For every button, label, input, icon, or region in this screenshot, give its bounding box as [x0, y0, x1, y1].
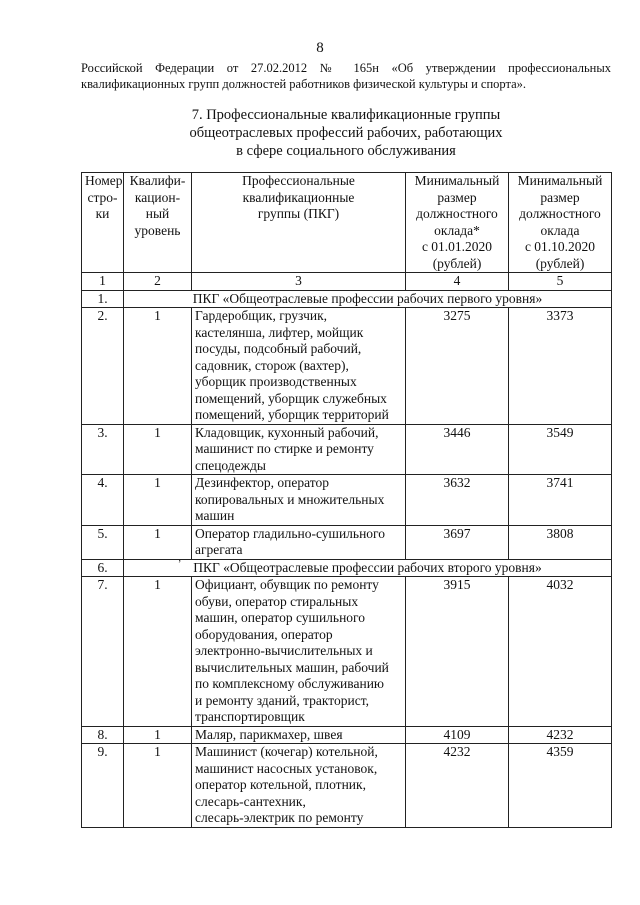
profession-line: помещений, уборщик территорий — [195, 407, 389, 422]
qualification-level: 1 — [124, 577, 192, 727]
min-salary-2020-01: 4109 — [406, 726, 509, 744]
profession-line: слесарь-сантехник, — [195, 793, 306, 809]
min-salary-2020-10: 4232 — [509, 726, 612, 744]
min-salary-2020-10: 3549 — [509, 424, 612, 475]
min-salary-2020-01: 3446 — [406, 424, 509, 475]
table-row — [82, 475, 612, 526]
profession-line: электронно-вычислительных и — [195, 643, 373, 658]
profession-line: слесарь-электрик по ремонту — [195, 810, 364, 825]
profession-line: по комплексному обслуживанию — [195, 676, 385, 691]
profession-line: машинист насосных установок, — [195, 760, 378, 776]
qualification-level: 1 — [124, 424, 192, 475]
profession-line: вычислительных машин, рабочий — [195, 659, 389, 675]
table-row — [82, 308, 612, 425]
profession-line: копировальных и множительных — [195, 491, 385, 507]
header-min-salary-2020-10: Минимальный размер должностного оклада с 01.10.2020 (рублей) — [509, 173, 612, 273]
profession-line: машинист по стирке и ремонту — [195, 441, 374, 456]
header-row-number: Номер стро- ки — [82, 173, 124, 273]
section-heading — [81, 106, 611, 160]
stray-mark: ‚ — [178, 553, 182, 564]
table-row — [82, 726, 612, 744]
qualification-level: 1 — [124, 475, 192, 526]
profession-line: оборудования, оператор — [195, 626, 333, 642]
min-salary-2020-01: 3275 — [406, 308, 509, 425]
min-salary-2020-10: 3741 — [509, 475, 612, 526]
table-row — [82, 525, 612, 559]
intro-line-1: Российской Федерации от 27.02.2012 № 165н «Об утверждении профессиональных — [81, 61, 611, 75]
qualification-level: 1 — [124, 308, 192, 425]
profession-line: Дезинфектор, оператор — [195, 475, 329, 490]
qualification-level: 1 — [124, 525, 192, 559]
min-salary-2020-01: 3632 — [406, 475, 509, 526]
min-salary-2020-01: 3697 — [406, 525, 509, 559]
profession-line: Гардеробщик, грузчик, — [195, 308, 328, 323]
column-number: 4 — [406, 273, 509, 291]
header-min-salary-2020-01: Минимальный размер должностного оклада* с 01.01.2020 (рублей) — [406, 173, 509, 273]
profession-names — [192, 475, 406, 526]
profession-names — [192, 726, 406, 744]
profession-line: посуды, подсобный рабочий, — [195, 341, 362, 356]
section-heading-line-2: общеотраслевых профессий рабочих, работающих — [189, 125, 503, 141]
column-number: 1 — [82, 273, 124, 291]
group-row — [82, 559, 612, 577]
group-title: ПКГ «Общеотраслевые профессии рабочих второго уровня» — [124, 559, 612, 577]
column-number: 2 — [124, 273, 192, 291]
profession-names — [192, 424, 406, 475]
header-professional-groups: Профессиональные квалификационные группы (ПКГ) — [192, 173, 406, 273]
profession-line: Маляр, парикмахер, швея — [195, 726, 343, 742]
table-row — [82, 424, 612, 475]
group-title: ПКГ «Общеотраслевые профессии рабочих первого уровня» — [124, 290, 612, 308]
row-number: 8. — [82, 726, 124, 744]
profession-line: Кладовщик, кухонный рабочий, — [195, 424, 379, 440]
profession-line: спецодежды — [195, 457, 266, 473]
profession-line: кастелянша, лифтер, мойщик — [195, 324, 364, 340]
profession-line: садовник, сторож (вахтер), — [195, 357, 349, 373]
row-number: 5. — [82, 525, 124, 559]
profession-line: агрегата — [195, 542, 243, 557]
group-row — [82, 290, 612, 308]
min-salary-2020-10: 3373 — [509, 308, 612, 425]
min-salary-2020-10: 4359 — [509, 744, 612, 828]
profession-line: машин, оператор сушильного — [195, 610, 365, 625]
profession-names — [192, 525, 406, 559]
table-row — [82, 577, 612, 727]
profession-names — [192, 744, 406, 828]
min-salary-2020-01: 3915 — [406, 577, 509, 727]
profession-names — [192, 308, 406, 425]
profession-line: уборщик производственных — [195, 374, 357, 389]
qualification-level: 1 — [124, 744, 192, 828]
profession-line: транспортировщик — [195, 709, 305, 724]
profession-line: машин — [195, 508, 235, 523]
row-number: 1. — [82, 290, 124, 308]
profession-names — [192, 577, 406, 727]
profession-line: обуви, оператор стиральных — [195, 593, 359, 609]
column-number: 3 — [192, 273, 406, 291]
profession-line: оператор котельной, плотник, — [195, 777, 366, 792]
table-row — [82, 744, 612, 828]
column-number: 5 — [509, 273, 612, 291]
header-qualification-level: Квалифи- кацион- ный уровень — [124, 173, 192, 273]
profession-line: и ремонту зданий, тракторист, — [195, 692, 369, 708]
qualification-level: 1 — [124, 726, 192, 744]
profession-line: Машинист (кочегар) котельной, — [195, 744, 378, 759]
min-salary-2020-10: 4032 — [509, 577, 612, 727]
row-number: 9. — [82, 744, 124, 828]
row-number: 7. — [82, 577, 124, 727]
row-number: 6. — [82, 559, 124, 577]
row-number: 4. — [82, 475, 124, 526]
row-number: 2. — [82, 308, 124, 425]
column-number-row — [82, 273, 612, 291]
section-heading-line-3: в сфере социального обслуживания — [236, 143, 456, 159]
header-row — [82, 173, 612, 273]
intro-line-2: квалификационных групп должностей работников физической культуры и спорта». — [81, 77, 527, 91]
section-heading-line-1: 7. Профессиональные квалификационные группы — [191, 107, 501, 123]
row-number: 3. — [82, 424, 124, 475]
min-salary-2020-01: 4232 — [406, 744, 509, 828]
page-number: 8 — [316, 40, 324, 56]
profession-line: Официант, обувщик по ремонту — [195, 577, 379, 592]
profession-line: помещений, уборщик служебных — [195, 390, 387, 406]
profession-line: Оператор гладильно-сушильного — [195, 525, 385, 541]
intro-paragraph — [81, 60, 611, 92]
min-salary-2020-10: 3808 — [509, 525, 612, 559]
salary-table — [81, 172, 612, 828]
